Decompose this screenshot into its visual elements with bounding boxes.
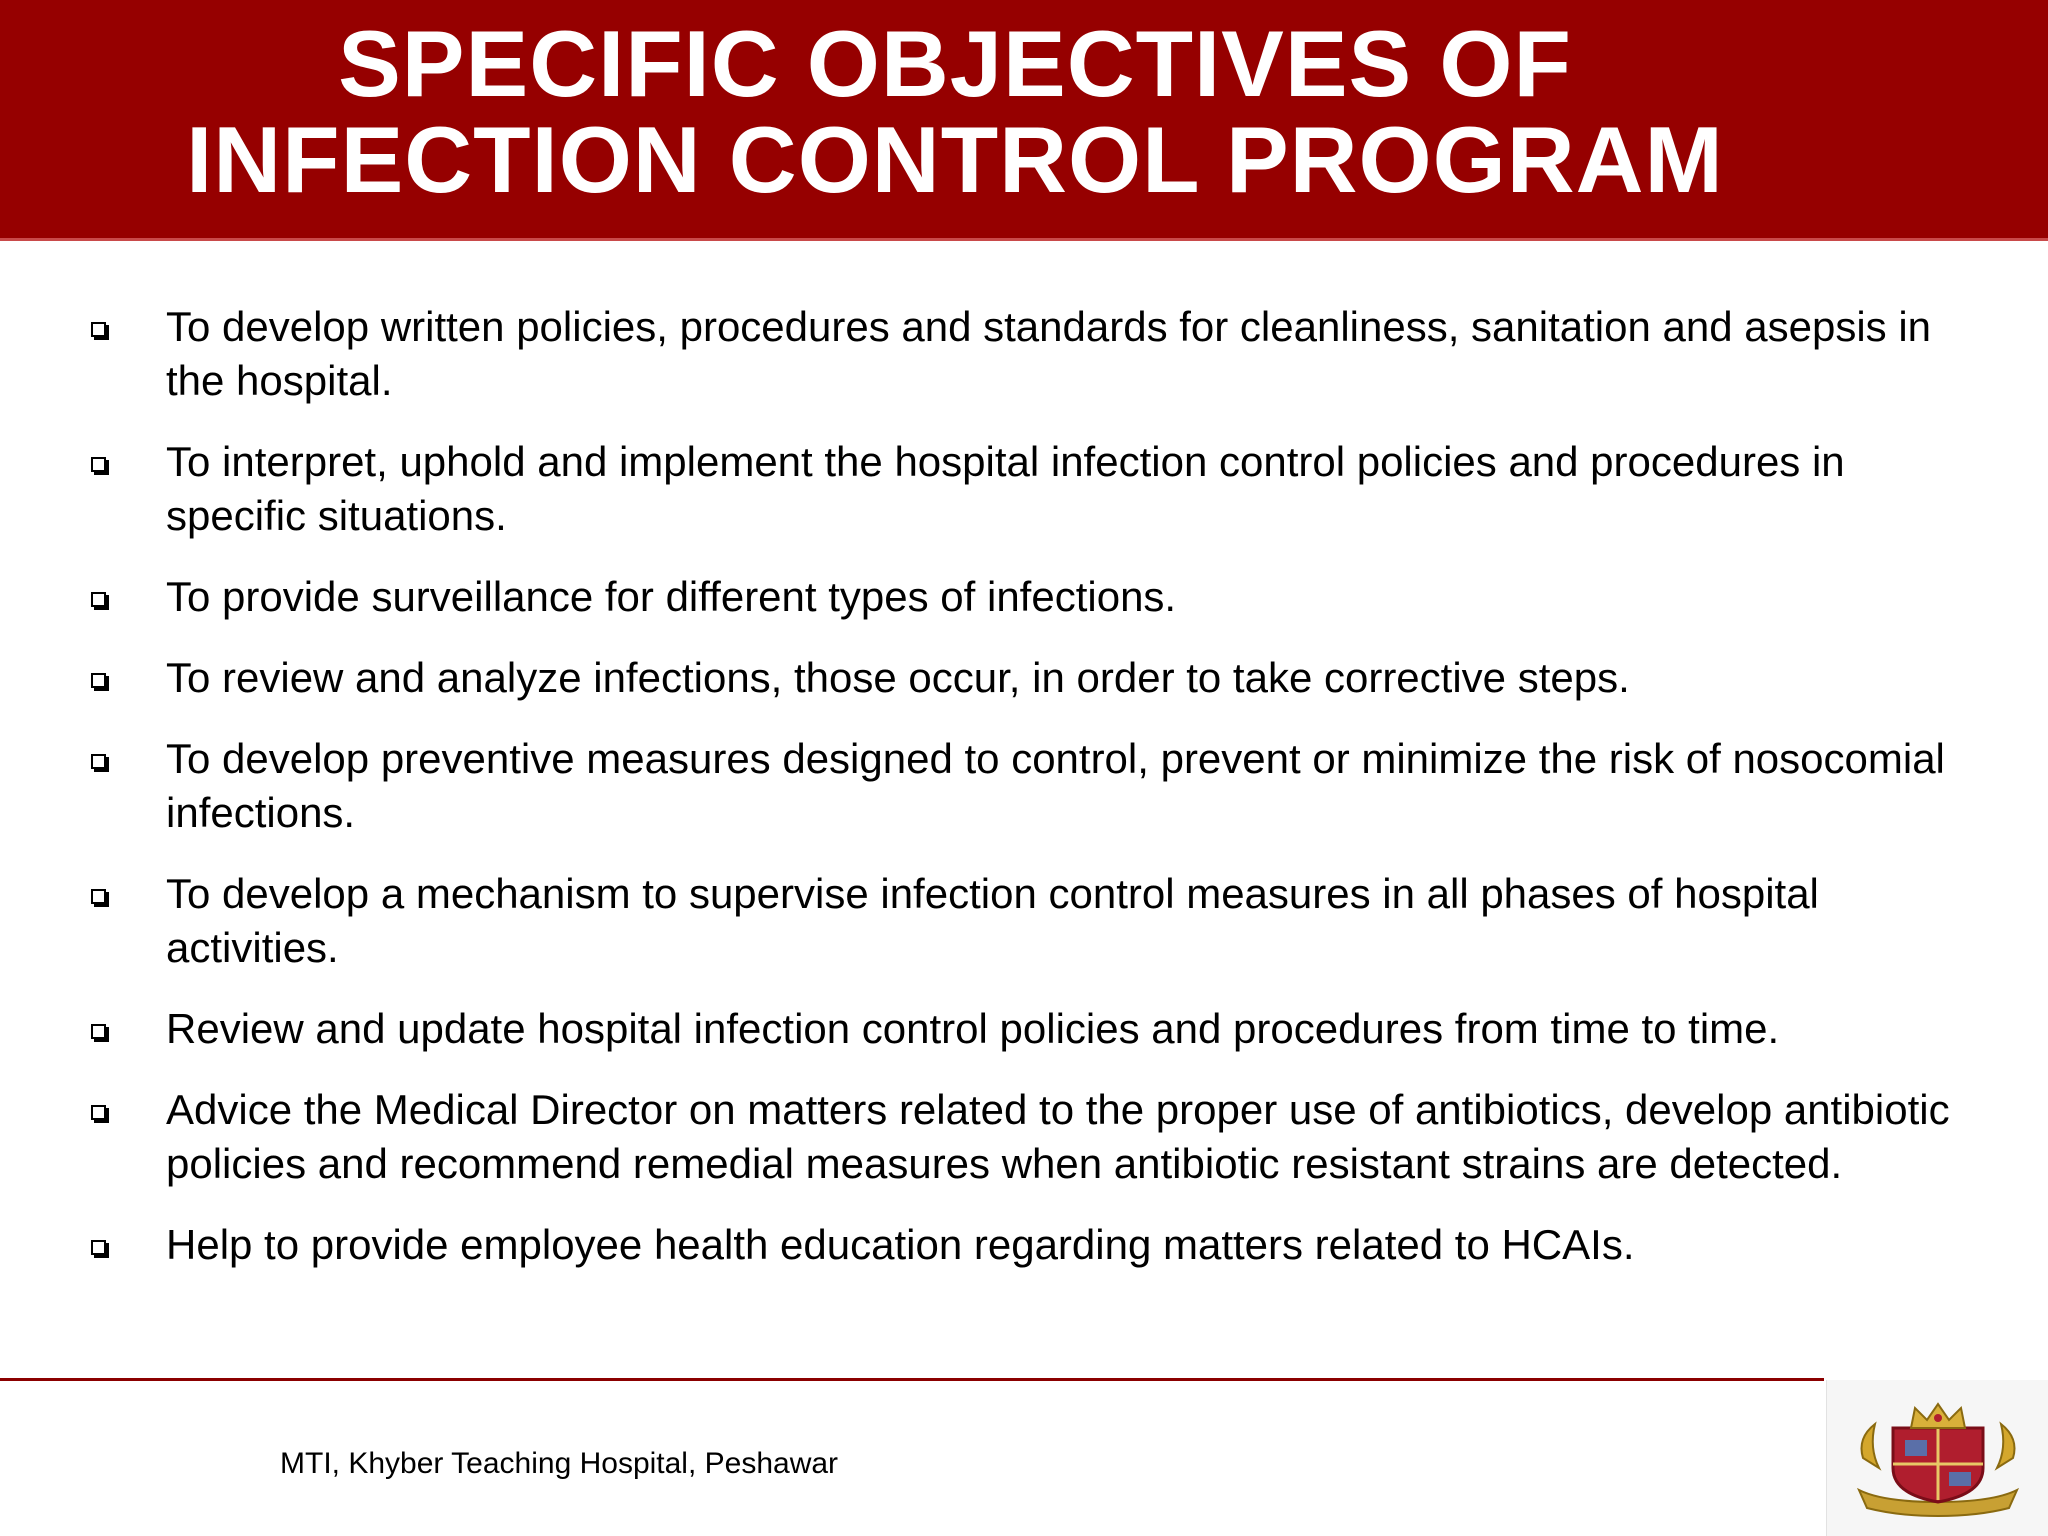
objective-item (0, 300, 2048, 408)
title-bar (0, 0, 2048, 241)
square-bullet-icon (91, 457, 106, 472)
square-bullet-icon (91, 754, 106, 769)
objective-item (0, 435, 2048, 543)
footer-institution: MTI, Khyber Teaching Hospital, Peshawar (280, 1447, 839, 1480)
square-bullet-icon (91, 1105, 106, 1120)
square-bullet-icon (91, 1024, 106, 1039)
objective-item (0, 1002, 2048, 1056)
logo-panel (1826, 1380, 2048, 1536)
square-bullet-icon (91, 592, 106, 607)
objective-text: To review and analyze infections, those occur, in order to take corrective steps. (166, 654, 1630, 701)
objective-item (0, 1083, 2048, 1191)
square-bullet-icon (91, 889, 106, 904)
objective-text: Help to provide employee health education regarding matters related to HCAIs. (166, 1221, 1635, 1268)
objective-text: Advice the Medical Director on matters related to the proper use of antibiotics, develop antibiotic policies and recommend remedial measures when antibiotic resistant strains are detected. (166, 1086, 1950, 1187)
square-bullet-icon (91, 673, 106, 688)
objective-item (0, 867, 2048, 975)
objective-item (0, 732, 2048, 840)
objective-text: To provide surveillance for different types of infections. (166, 573, 1177, 620)
square-bullet-icon (91, 322, 106, 337)
objective-text: Review and update hospital infection control policies and procedures from time to time. (166, 1005, 1780, 1052)
hospital-crest-icon (1853, 1398, 2023, 1518)
slide-title-line-1: SPECIFIC OBJECTIVES OF (338, 11, 1572, 116)
footer-divider (0, 1378, 1824, 1381)
objective-text: To develop a mechanism to supervise infection control measures in all phases of hospital activities. (166, 870, 1819, 971)
slide-title-line-2: INFECTION CONTROL PROGRAM (186, 107, 1724, 212)
objective-text: To interpret, uphold and implement the hospital infection control policies and procedures in specific situations. (166, 438, 1845, 539)
objective-text: To develop written policies, procedures and standards for cleanliness, sanitation and asepsis in the hospital. (166, 303, 1932, 404)
objective-item (0, 1218, 2048, 1272)
objectives-list (0, 300, 2048, 1299)
objective-item (0, 570, 2048, 624)
objective-item (0, 651, 2048, 705)
square-bullet-icon (91, 1240, 106, 1255)
objective-text: To develop preventive measures designed to control, prevent or minimize the risk of nosocomial infections. (166, 735, 1945, 836)
